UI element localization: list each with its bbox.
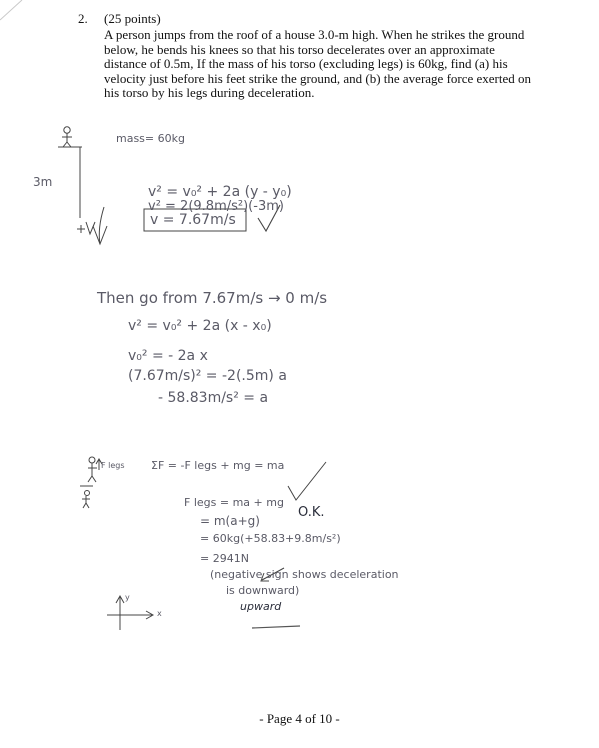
force-eq-3: = 60kg(+58.83+9.8m/s²) (200, 532, 341, 545)
mass-note: mass= 60kg (116, 132, 185, 145)
axis-x-label: x (157, 609, 162, 618)
then-line: Then go from 7.67m/s → 0 m/s (97, 289, 328, 307)
note-line-2: is downward) (226, 584, 300, 597)
equation-4: v² = v₀² + 2a (x - x₀) (128, 318, 272, 334)
answer-velocity: v = 7.67m/s (150, 212, 236, 228)
page-fold-mark (0, 0, 22, 20)
checkmark-2 (288, 462, 326, 500)
equation-1: v² = v₀² + 2a (y - y₀) (148, 184, 292, 200)
equation-6: (7.67m/s)² = -2(.5m) a (128, 368, 287, 384)
question-line: A person jumps from the roof of a house 3.0-m high. When he strikes the ground (104, 27, 525, 42)
force-eq-1: F legs = ma + mg (184, 496, 284, 509)
down-arrow-sketch (77, 207, 107, 244)
strikeout-line (252, 626, 300, 628)
equation-7: - 58.83m/s² = a (158, 390, 269, 406)
free-body-figure (80, 457, 102, 508)
page-footer: - Page 4 of 10 - (259, 711, 340, 726)
axis-y-label: y (125, 593, 130, 602)
force-eq-4: = 2941N (200, 552, 249, 565)
note-line-1: (negative sign shows deceleration (210, 568, 399, 581)
question-number: 2. (78, 11, 88, 26)
height-label: 3m (33, 175, 53, 189)
equation-5: v₀² = - 2a x (128, 348, 208, 364)
note-line-3: upward (240, 600, 282, 613)
question-line: below, he bends his knees so that his torso decelerates over an approximate (104, 41, 495, 57)
sum-forces: ΣF = -F legs + mg = ma (151, 459, 285, 472)
force-eq-2: = m(a+g) (200, 514, 260, 528)
ok-note: O.K. (298, 505, 325, 520)
question-line: his torso by his legs during deceleration. (104, 85, 315, 101)
coordinate-axes (107, 596, 153, 630)
question-text (104, 28, 531, 101)
question-points: (25 points) (104, 11, 161, 26)
fbd-label: F legs (101, 461, 125, 470)
question-line: distance of 0.5m, If the mass of his torso (excluding legs) is 60kg, find (a) his (104, 56, 508, 72)
equation-2: v² = 2(9.8m/s²)(-3m) (148, 199, 284, 214)
struck-word: downward (238, 584, 296, 597)
jumping-person-sketch (58, 127, 82, 218)
question-line: velocity just before his feet strike the ground, and (b) the average force exerted on (104, 70, 532, 86)
